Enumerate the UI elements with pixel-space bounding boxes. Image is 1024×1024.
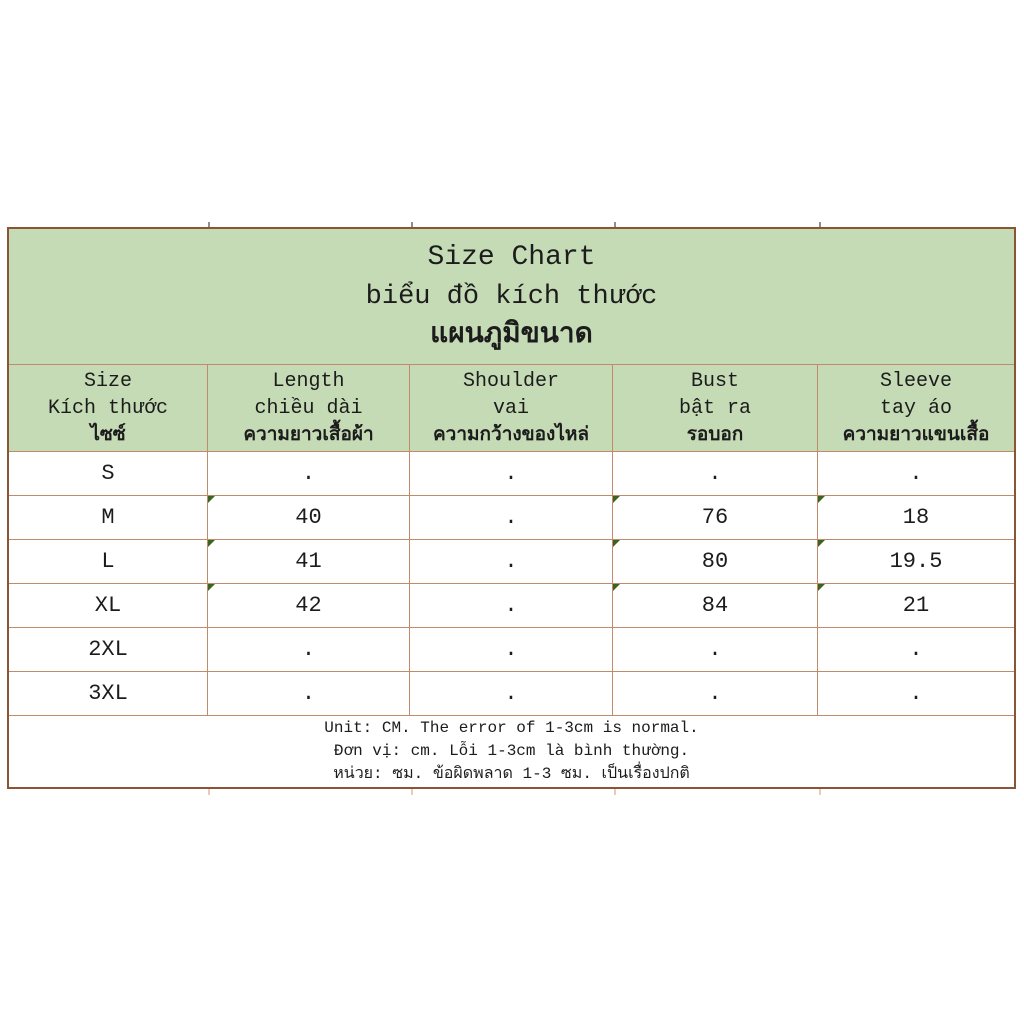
title-english: Size Chart [427, 241, 596, 273]
cell-shoulder: . [410, 540, 613, 583]
header-cell-size [9, 365, 208, 451]
cell-note-marker-icon [208, 496, 215, 503]
header-length-vi: chiều dài [254, 396, 363, 420]
cell-sleeve [818, 540, 1014, 583]
column-guide-tick [411, 222, 413, 227]
cell-size: 3XL [9, 672, 208, 715]
cell-note-marker-icon [818, 584, 825, 591]
cell-bust: . [613, 452, 818, 495]
header-size-vi: Kích thước [47, 396, 169, 420]
cell-value: 41 [295, 549, 322, 574]
cell-size: S [9, 452, 208, 495]
header-sleeve-en: Sleeve [879, 369, 952, 393]
cell-note-marker-icon [613, 496, 620, 503]
cell-value: 19.5 [889, 549, 943, 574]
cell-bust [613, 584, 818, 627]
column-guide-tick [614, 222, 616, 227]
header-cell-shoulder [410, 365, 613, 451]
header-cell-bust [613, 365, 818, 451]
table-row [9, 452, 1014, 496]
table-row [9, 672, 1014, 716]
header-bust-vi: bật ra [678, 396, 751, 420]
cell-size: M [9, 496, 208, 539]
header-bust-en: Bust [690, 369, 739, 393]
table-footer-note [9, 716, 1014, 787]
cell-bust [613, 496, 818, 539]
size-chart-table [7, 227, 1016, 789]
cell-note-marker-icon [613, 584, 620, 591]
footer-note-vi: Đơn vị: cm. Lỗi 1-3cm là bình thường. [333, 742, 690, 760]
cell-sleeve [818, 496, 1014, 539]
header-length-en: Length [272, 369, 345, 393]
cell-bust: . [613, 628, 818, 671]
table-header-row [9, 365, 1014, 452]
column-guide-tick [208, 222, 210, 227]
cell-value: 18 [902, 505, 930, 530]
column-guide-tick [819, 222, 821, 227]
cell-sleeve: . [909, 637, 923, 662]
cell-note-marker-icon [208, 540, 215, 547]
cell-note-marker-icon [818, 540, 825, 547]
cell-size: XL [9, 584, 208, 627]
column-guide-tick [411, 789, 413, 795]
cell-length [208, 584, 410, 627]
cell-shoulder: . [410, 584, 613, 627]
footer-note-en: Unit: CM. The error of 1-3cm is normal. [324, 719, 699, 737]
header-cell-sleeve [818, 365, 1014, 451]
header-bust-th: รอบอก [686, 423, 744, 446]
column-guide-tick [819, 789, 821, 795]
column-guide-tick [614, 789, 616, 795]
header-sleeve-vi: tay áo [879, 396, 952, 420]
cell-value: 80 [701, 549, 729, 574]
header-shoulder-th: ความกว้างของไหล่ [432, 423, 590, 446]
cell-note-marker-icon [613, 540, 620, 547]
cell-shoulder: . [410, 628, 613, 671]
cell-length [208, 540, 410, 583]
header-size-th: ไซซ์ [90, 423, 126, 446]
table-row [9, 540, 1014, 584]
cell-value: 21 [902, 593, 930, 618]
cell-bust [613, 540, 818, 583]
cell-note-marker-icon [818, 496, 825, 503]
table-row [9, 628, 1014, 672]
cell-sleeve: . [909, 681, 923, 706]
header-shoulder-en: Shoulder [462, 369, 559, 393]
column-guide-tick [208, 789, 210, 795]
cell-length [208, 496, 410, 539]
cell-value: 40 [295, 505, 322, 530]
cell-length: . [208, 672, 410, 715]
table-row [9, 584, 1014, 628]
cell-value: 42 [295, 593, 322, 618]
cell-value: 84 [701, 593, 729, 618]
cell-size: L [9, 540, 208, 583]
table-row [9, 496, 1014, 540]
cell-sleeve [818, 584, 1014, 627]
cell-shoulder: . [410, 496, 613, 539]
cell-value: 76 [701, 505, 729, 530]
title-thai: แผนภูมิขนาด [430, 319, 593, 351]
cell-length: . [208, 628, 410, 671]
cell-bust: . [613, 672, 818, 715]
cell-note-marker-icon [208, 584, 215, 591]
cell-shoulder: . [410, 452, 613, 495]
title-vietnamese: biểu đồ kích thước [365, 281, 658, 312]
header-length-th: ความยาวเสื้อผ้า [243, 423, 374, 446]
header-sleeve-th: ความยาวแขนเสื้อ [842, 423, 990, 446]
header-cell-length [208, 365, 410, 451]
cell-size: 2XL [9, 628, 208, 671]
cell-shoulder: . [410, 672, 613, 715]
footer-note-th: หน่วย: ซม. ข้อผิดพลาด 1-3 ซม. เป็นเรื่องปกติ [333, 765, 690, 783]
cell-length: . [208, 452, 410, 495]
header-size-en: Size [83, 369, 132, 393]
table-title [9, 229, 1014, 365]
header-shoulder-vi: vai [492, 396, 529, 420]
cell-sleeve: . [909, 461, 923, 486]
